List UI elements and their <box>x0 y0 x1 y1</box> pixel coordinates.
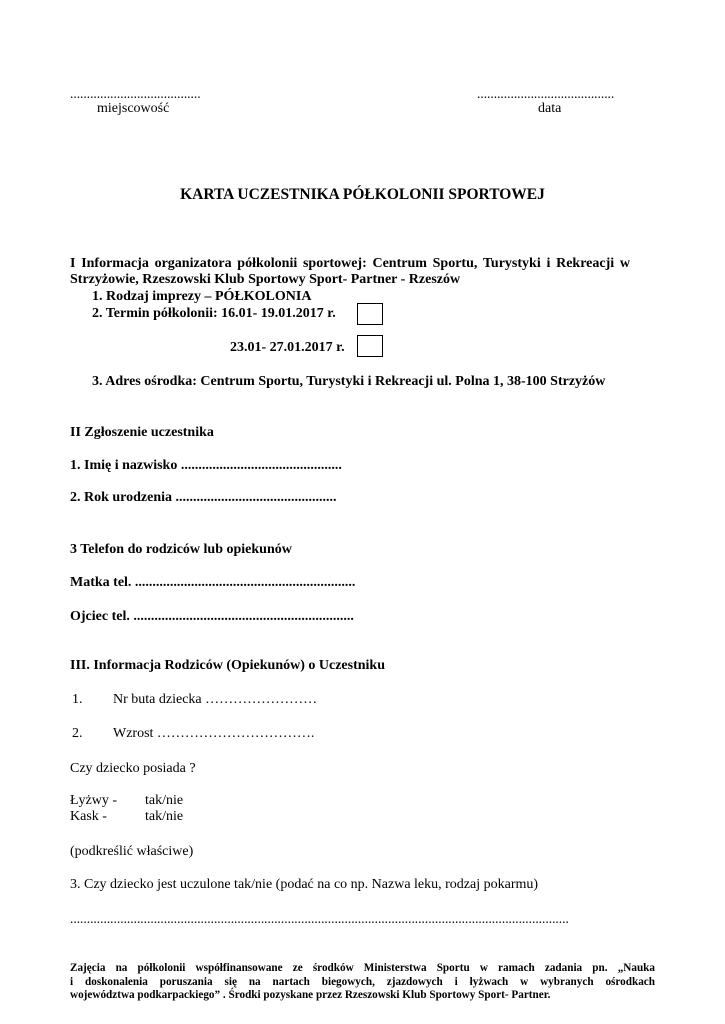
skates-label: Łyżwy - <box>70 793 118 808</box>
venue-address-item: 3. Adres ośrodka: Centrum Sportu, Turystyki i Rekreacji ul. Polna 1, 38-100 Strzyżów <box>92 374 606 389</box>
allergy-dots-field[interactable]: ..................................................................................................................................................... <box>70 911 569 926</box>
father-phone-field[interactable]: Ojciec tel. ............................................................... <box>70 609 354 624</box>
shoe-size-field[interactable]: Nr buta dziecka …………………… <box>113 692 318 707</box>
footer-line3: województwa podkarpackiego” . Środki pozyskane przez Rzeszowski Klub Sportowy Sport- Partner. <box>70 989 551 1002</box>
term2-checkbox[interactable] <box>357 335 383 357</box>
date-label: data <box>538 101 562 116</box>
section2-heading: II Zgłoszenie uczestnika <box>70 425 214 440</box>
section3-heading: III. Informacja Rodziców (Opiekunów) o Uczestniku <box>70 658 385 673</box>
footer-line1: Zajęcia na półkolonii współfinansowane ze środków Ministerstwa Sportu w ramach zadania pn. „Nauka <box>70 962 655 974</box>
helmet-label: Kask - <box>70 809 107 824</box>
birth-year-field[interactable]: 2. Rok urodzenia .............................................. <box>70 490 337 505</box>
skates-choice[interactable]: tak/nie <box>145 793 184 808</box>
allergy-question: 3. Czy dziecko jest uczulone tak/nie (podać na co np. Nazwa leku, rodzaj pokarmu) <box>70 877 539 892</box>
height-number: 2. <box>72 726 83 741</box>
funding-footnote <box>70 962 655 1003</box>
helmet-choice[interactable]: tak/nie <box>145 809 184 824</box>
place-label: miejscowość <box>97 101 170 116</box>
name-field[interactable]: 1. Imię i nazwisko .............................................. <box>70 458 342 473</box>
underline-note: (podkreślić właściwe) <box>70 844 194 859</box>
mother-phone-field[interactable]: Matka tel. ............................................................... <box>70 575 356 590</box>
shoe-size-number: 1. <box>72 692 83 707</box>
section1-heading-line2: Strzyżowie, Rzeszowski Klub Sportowy Sport- Partner - Rzeszów <box>70 272 461 287</box>
section1-heading-line1: I Informacja organizatora półkolonii sportowej: Centrum Sportu, Turystyki i Rekreacji w <box>70 256 630 271</box>
height-field[interactable]: Wzrost ……………………………. <box>113 726 315 741</box>
term1-checkbox[interactable] <box>357 303 383 325</box>
term-item: 2. Termin półkolonii: 16.01- 19.01.2017 r. <box>92 306 336 321</box>
equipment-question: Czy dziecko posiada ? <box>70 761 196 776</box>
footer-line2: i doskonalenia poruszania się na nartach biegowych, zjazdowych i łyżwach w wybranych ośrodkach <box>70 975 655 988</box>
date-dots: ......................................... <box>477 86 615 101</box>
place-dots: ....................................... <box>70 86 201 101</box>
event-type-item: 1. Rodzaj imprezy – PÓŁKOLONIA <box>92 289 312 304</box>
page-title: KARTA UCZESTNIKA PÓŁKOLONII SPORTOWEJ <box>180 186 545 203</box>
term2-label: 23.01- 27.01.2017 r. <box>230 340 345 355</box>
phone-heading: 3 Telefon do rodziców lub opiekunów <box>70 542 292 557</box>
